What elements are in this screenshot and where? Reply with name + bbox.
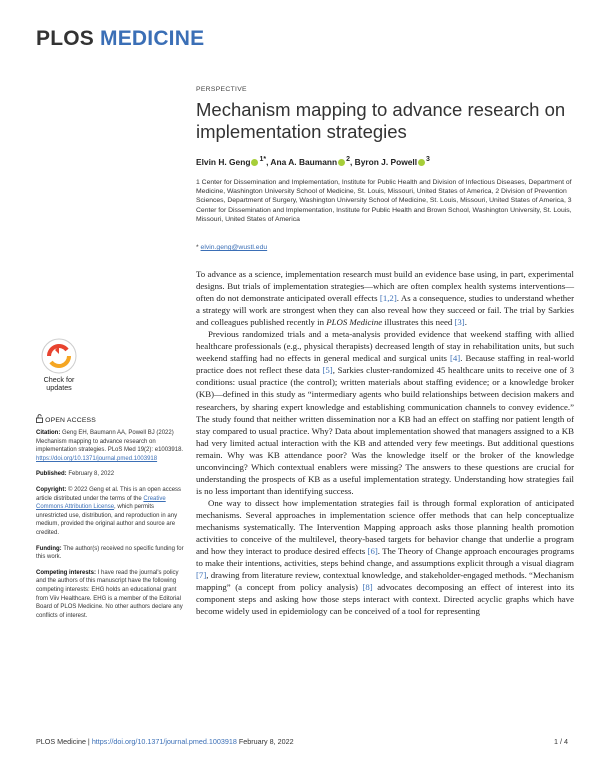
- check-for-updates-icon: [41, 338, 77, 374]
- citation-link[interactable]: [5]: [322, 365, 333, 376]
- author-name[interactable]: Byron J. Powell: [354, 156, 418, 167]
- funding-block: Funding: The author(s) received no specific funding for this work.: [36, 545, 184, 561]
- orcid-icon[interactable]: [418, 159, 425, 166]
- paragraph: Previous randomized trials and a meta-analysis provided evidence that weekend staffing with allied healthcare professionals (e.g., physical therapists) decreased length of stay in rehabilitation units, but such weekend staffing had no effects in general medical and surgical units [4]. Because staffing in real-world practice does not reflect these data [5], Sarkies cluster-randomized 45 healthcare units to receive one of 3 conditions: usual practice (the control); written materials about staffing evidence; or a knowledge broker (KB)—defined in this study as “intermediary agents who build relationships between decision makers and researchers, by sharing expert knowledge and establishing communication channels to convey evidence.” The study found that neither written dissemination nor a KB had an effect on staffing nor patient length of stay compared to usual practice. Why? Data about implementation showed that managers assigned to a KB had very limited actual interaction with the KB and attended very few meetings. But additional questions remain. Why was KB attendance poor? Was the knowledge itself or the broker of the knowledge unconvincing? Which contextual enablers were missing? The answers to these questions are crucial for understanding the prospects of KB as a useful implementation strategy. Understanding how strategies fail is no less important than identifying success.: [196, 329, 575, 496]
- author-name[interactable]: Elvin H. Geng: [196, 156, 251, 167]
- email-link[interactable]: elvin.geng@wustl.edu: [200, 244, 268, 251]
- author-affiliation-mark: 3: [426, 156, 430, 163]
- open-lock-icon: [36, 414, 43, 423]
- article-title: Mechanism mapping to advance research on implementation strategies: [196, 99, 566, 142]
- paragraph: One way to dissect how implementation strategies fail is through formal exploration of anticipated mechanisms. Several approaches in implementation science offer methods that can help conceptualize mechanisms systematically. The Intervention Mapping approach asks those planning health promotion activities to conceive of the multilevel, theory-based targets for behavior change that underlie a program and how they interact to produce desired effects [6]. The Theory of Change approach encourages programs to make their intentions, activities, steps behind change, and assumptions explicit through a visual diagram [7], drawing from literature review, contextual knowledge, and stakeholder-engaged methods. “Mechanism mapping” (a concept from policy analysis) [8] advocates decomposing an effect of interest into its component steps and asking how those steps interact with context. Directed acyclic graphs which have become widely used in epidemiology can be conceived of a tool for representing: [196, 497, 575, 617]
- paragraph: To advance as a science, implementation research must build an evidence base using, in part, experimental designs. But trials of implementation strategies—which are often complex health systems interventions—often do not demonstrate anticipated overall effects [1,2]. As a consequence, studies to understand whether a strategy will work are strongest when they can also reveal how they succeed or fail. The trial by Sarkies and colleagues published recently in PLOS Medicine illustrates this need [3].: [196, 269, 575, 328]
- citation-link[interactable]: [6]: [367, 546, 378, 557]
- author-name[interactable]: Ana A. Baumann: [270, 156, 338, 167]
- orcid-icon[interactable]: [251, 159, 258, 166]
- published-block: Published: February 8, 2022: [36, 471, 115, 478]
- author-list: Elvin H. Geng $^{1*}$, Ana A. Baumann $^2$, Byron J. Powell $^3$: [196, 156, 430, 167]
- citation-link[interactable]: [1,2]: [379, 293, 397, 304]
- page-number: 1 / 4: [554, 737, 568, 746]
- check-for-updates-label: Check for updates: [43, 375, 75, 393]
- journal-name-part2: MEDICINE: [100, 27, 205, 50]
- competing-interests-block: Competing interests: I have read the journal's policy and the authors of this manuscript have the following competing interests: EHG holds an educational grant from Viiv Healthcare. EHG is a member of the Editorial Board of PLOS Medicine. No other authors declare any conflicts of interest.: [36, 569, 183, 619]
- corresponding-email: * elvin.geng@wustl.edu: [196, 244, 268, 251]
- footer-doi-link[interactable]: https://doi.org/10.1371/journal.pmed.1003918: [91, 737, 237, 746]
- orcid-icon[interactable]: [338, 159, 345, 166]
- copyright-block: Copyright: © 2022 Geng et al. This is an open access article distributed under the terms of the Creative Commons Attribution License, which permits unrestricted use, distribution, and reproduction in any medium, provided the original author and source are credited.: [36, 486, 182, 536]
- author-affiliation-mark: 1*: [259, 156, 267, 163]
- citation-link[interactable]: [3]: [454, 317, 465, 328]
- citation-doi-link[interactable]: https://doi.org/10.1371/journal.pmed.1003918: [36, 455, 158, 462]
- journal-logo: [36, 27, 204, 51]
- citation-block: Citation: Geng EH, Baumann AA, Powell BJ (2022) Mechanism mapping to advance research on implementation strategies. PLoS Med 19(2): e1003918. https://doi.org/10.1371/journal.pmed.1003918: [36, 430, 184, 462]
- page-footer: PLOS Medicine | https://doi.org/10.1371/journal.pmed.1003918 February 8, 2022: [36, 737, 294, 746]
- check-for-updates-badge[interactable]: [36, 338, 82, 392]
- license-link[interactable]: Creative Commons Attribution License: [36, 495, 166, 511]
- citation-link[interactable]: [7]: [196, 570, 207, 581]
- author-affiliation-mark: 2: [346, 156, 350, 163]
- citation-link[interactable]: [4]: [449, 353, 461, 364]
- open-access-label: OPEN ACCESS: [36, 414, 96, 424]
- article-info-sidebar: [36, 429, 184, 627]
- article-body: [196, 268, 574, 617]
- citation-link[interactable]: [8]: [362, 582, 373, 593]
- affiliations: 1 Center for Dissemination and Implementation, Institute for Public Health and Division of Infectious Diseases, Department of Medicine, Washington University School of Medicine, St. Louis, Missouri, United States of America, 2 Division of Prevention Sciences, Department of Surgery, Washington University School of Medicine, St. Louis, Missouri, United States of America, 3 Center for Dissemination and Implementation, Institute for Public Health and Brown School, Washington University, St. Louis, Missouri, United States of America: [196, 179, 572, 223]
- journal-name-part1: PLOS: [36, 27, 101, 50]
- article-type: PERSPECTIVE: [196, 86, 247, 93]
